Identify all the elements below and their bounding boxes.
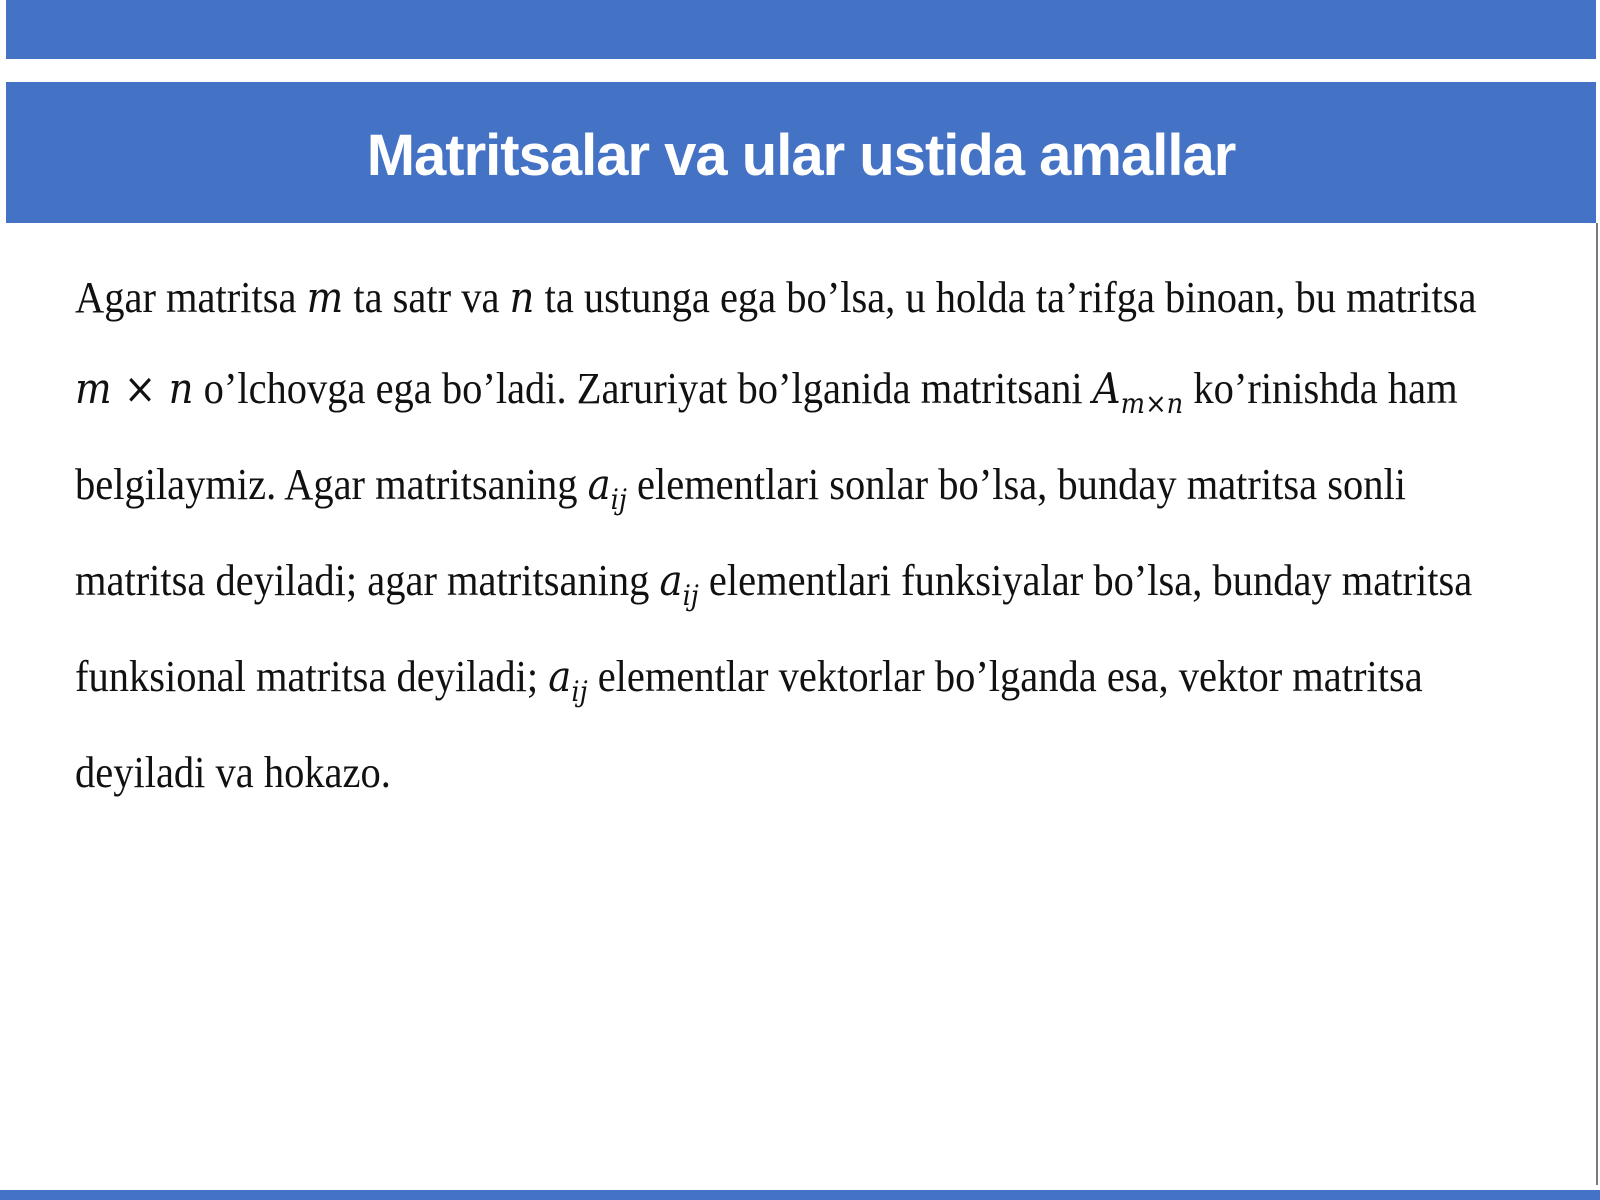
math-var-n: n (168, 364, 194, 413)
text-run: elementlari sonlar bo’lsa, bunday matritsa sonli (626, 460, 1406, 509)
body-line-6 (75, 727, 1535, 818)
body-line-2 (75, 343, 1535, 439)
text-run: elementlari funksiyalar bo’lsa, bunday matritsa (698, 556, 1473, 605)
text-run: belgilaymiz. Agar matritsaning (75, 460, 588, 509)
math-var-A: A (1092, 364, 1121, 413)
math-var-m: m (75, 364, 112, 413)
bottom-accent-bar (0, 1190, 1600, 1200)
math-var-m: m (306, 273, 344, 322)
body-line-1 (75, 252, 1535, 343)
slide-title: Matritsalar va ular ustida amallar (366, 122, 1236, 188)
text-run: o’lchovga ega bo’ladi. Zaruriyat bo’lganida matritsani (193, 364, 1093, 413)
text-run: ta satr va (343, 273, 510, 322)
text-run: ta ustunga ega bo’lsa, u holda ta’rifga binoan, bu matritsa (534, 273, 1477, 322)
math-times: × (111, 364, 169, 413)
math-var-a: a (587, 460, 611, 509)
text-run: deyiladi va hokazo. (75, 748, 391, 797)
math-var-n: n (509, 273, 535, 322)
math-var-a: a (659, 556, 683, 605)
body-line-4 (75, 535, 1535, 631)
text-run: matritsa deyiladi; agar matritsaning (75, 556, 660, 605)
math-subscript: ij (682, 579, 699, 612)
math-subscript: ij (610, 483, 627, 516)
math-var-a: a (548, 652, 572, 701)
math-subscript: m×n (1120, 387, 1184, 420)
right-edge-line (1596, 223, 1598, 1185)
math-subscript: ij (571, 675, 588, 708)
top-accent-bar (6, 0, 1596, 59)
body-line-3 (75, 439, 1535, 535)
text-run: Agar matritsa (75, 273, 307, 322)
body-line-5 (75, 631, 1535, 727)
title-band (6, 82, 1596, 223)
text-run: elementlar vektorlar bo’lganda esa, vektor matritsa (587, 652, 1423, 701)
text-run: ko’rinishda ham (1183, 364, 1458, 413)
body-paragraph (75, 252, 1535, 818)
text-run: funksional matritsa deyiladi; (75, 652, 549, 701)
